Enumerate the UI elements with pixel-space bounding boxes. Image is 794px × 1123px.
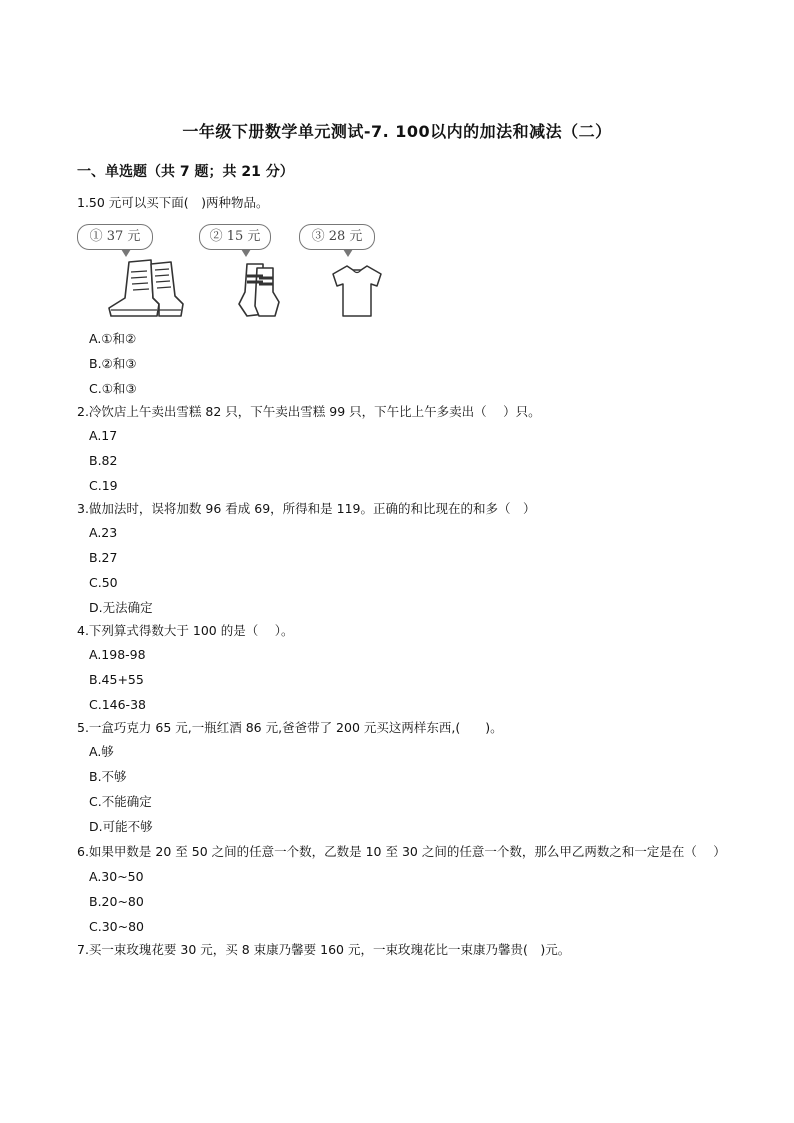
shirt-icon (327, 262, 387, 320)
question-text: 3.做加法时，误将加数 96 看成 69，所得和是 119。正确的和比现在的和多（ ） (77, 501, 536, 516)
option-a[interactable]: A.198-98 (89, 647, 146, 662)
option-a[interactable]: A.30~50 (89, 869, 144, 884)
item-boots (77, 222, 177, 322)
question-2 (77, 401, 727, 498)
option-b[interactable]: B.20~80 (89, 894, 144, 909)
question-3 (77, 498, 727, 620)
question-text: 2.冷饮店上午卖出雪糕 82 只，下午卖出雪糕 99 只，下午比上午多卖出（ ）只。 (77, 404, 541, 419)
option-d[interactable]: D.可能不够 (89, 819, 153, 834)
question-text: 1.50 元可以买下面( )两种物品。 (77, 195, 269, 210)
option-c[interactable]: C.146-38 (89, 697, 146, 712)
question-list (77, 192, 727, 961)
boots-icon (107, 258, 187, 320)
price-bubble: ③ 28 元 (299, 224, 375, 250)
question-text: 6.如果甲数是 20 至 50 之间的任意一个数，乙数是 10 至 30 之间的任意一个数，那么甲乙两数之和一定是在（ ） (77, 844, 726, 859)
section-heading: 一、单选题（共 7 题；共 21 分） (77, 164, 294, 180)
gloves-icon (233, 260, 283, 320)
item-shirt (299, 222, 399, 322)
option-b[interactable]: B.82 (89, 453, 118, 468)
price-bubble: ① 37 元 (77, 224, 153, 250)
option-c[interactable]: C.30~80 (89, 919, 144, 934)
question-7 (77, 939, 727, 961)
question-text: 7.买一束玫瑰花要 30 元，买 8 束康乃馨要 160 元，一束玫瑰花比一束康乃馨贵( )元。 (77, 942, 571, 957)
option-b[interactable]: B.45+55 (89, 672, 144, 687)
option-b[interactable]: B.27 (89, 550, 118, 565)
price-bubble: ② 15 元 (199, 224, 271, 250)
option-c[interactable]: C.50 (89, 575, 118, 590)
option-d[interactable]: D.无法确定 (89, 600, 153, 615)
option-c[interactable]: C.①和③ (89, 381, 137, 396)
option-c[interactable]: C.19 (89, 478, 118, 493)
option-a[interactable]: A.17 (89, 428, 118, 443)
option-a[interactable]: A.①和② (89, 331, 137, 346)
question-text: 5.一盒巧克力 65 元,一瓶红酒 86 元,爸爸带了 200 元买这两样东西,( )。 (77, 720, 503, 735)
question-6 (77, 839, 727, 939)
question-text: 4.下列算式得数大于 100 的是（ ）。 (77, 623, 294, 638)
page-title: 一年级下册数学单元测试-7. 100以内的加法和减法（二） (182, 122, 612, 141)
item-gloves (199, 222, 299, 322)
question-4 (77, 620, 727, 717)
question-5 (77, 717, 727, 839)
option-a[interactable]: A.够 (89, 744, 114, 759)
price-items (77, 222, 727, 320)
option-c[interactable]: C.不能确定 (89, 794, 152, 809)
option-a[interactable]: A.23 (89, 525, 118, 540)
option-b[interactable]: B.②和③ (89, 356, 137, 371)
option-b[interactable]: B.不够 (89, 769, 127, 784)
question-1 (77, 192, 727, 401)
